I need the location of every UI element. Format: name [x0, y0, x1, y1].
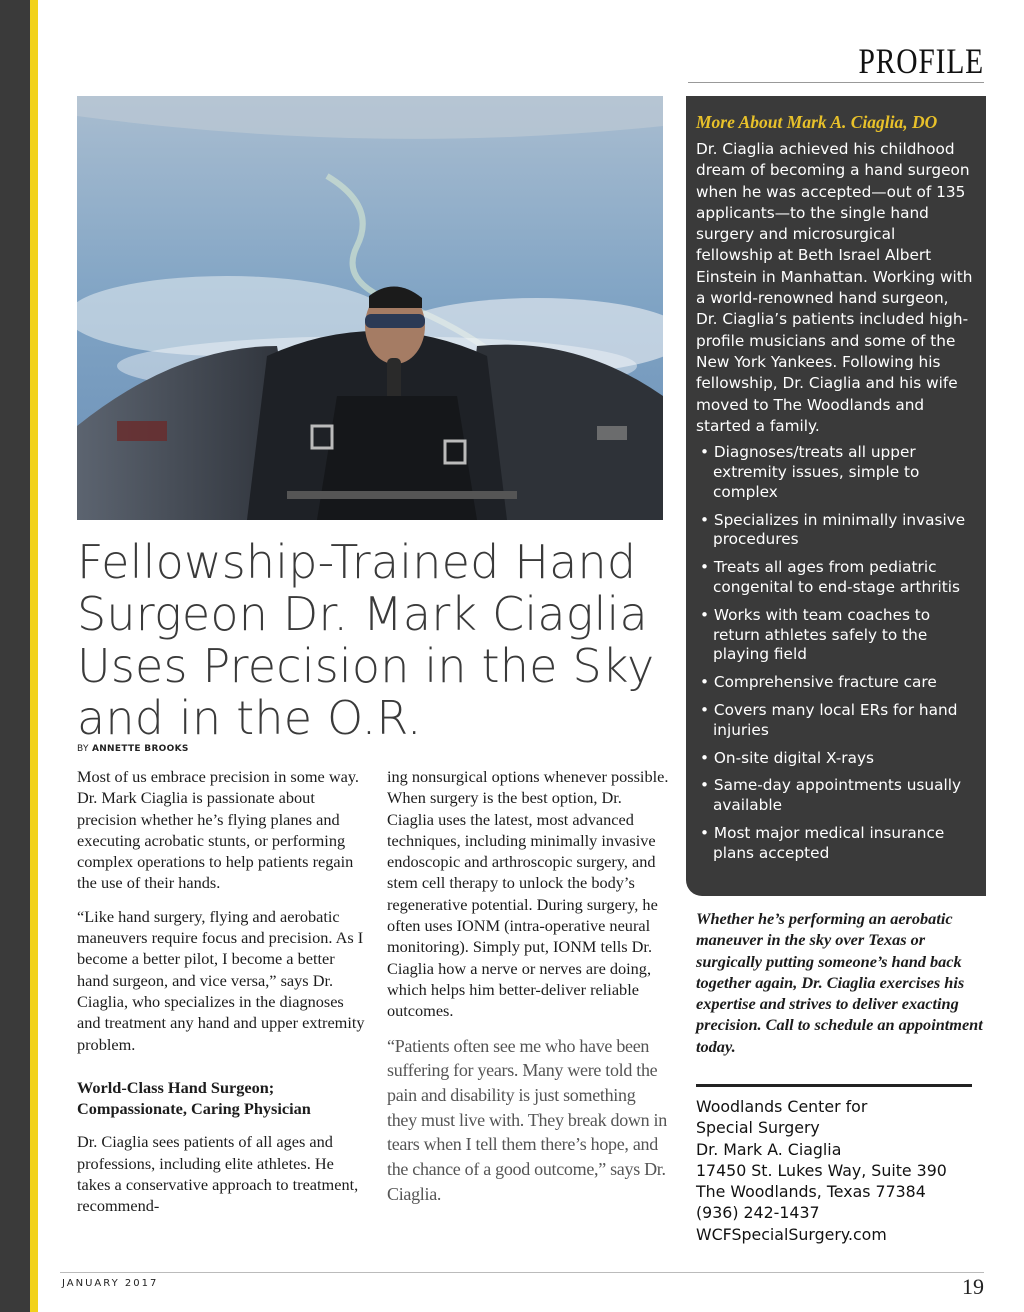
section-rule: [688, 82, 984, 83]
practice-name-line-2: Special Surgery: [696, 1118, 820, 1138]
page-spine-yellow: [30, 0, 38, 1312]
sidebar-bullet: • Treats all ages from pediatric congenital to end-stage arthritis: [696, 558, 974, 598]
sidebar-bullet: • On-site digital X-rays: [696, 749, 974, 769]
cockpit-photo: [77, 96, 663, 520]
contact-block: [696, 1096, 986, 1245]
city-state-zip: The Woodlands, Texas 77384: [696, 1182, 926, 1202]
practice-name-line-1: Woodlands Center for: [696, 1097, 868, 1116]
callout-rule: [696, 1084, 972, 1087]
doctor-name: Dr. Mark A. Ciaglia: [696, 1139, 842, 1159]
sidebar-bullet: • Most major medical insurance plans accepted: [696, 824, 974, 864]
article-paragraph: Most of us embrace precision in some way. Dr. Mark Ciaglia is passionate about precision whether he’s flying planes and executing acrobatic stunts, or performing complex operations to help patients regain the use of their hands.: [77, 767, 359, 893]
sidebar-bullet: • Covers many local ERs for hand injuries: [696, 701, 974, 741]
sidebar-bullet: • Diagnoses/treats all upper extremity issues, simple to complex: [696, 443, 974, 502]
byline-prefix: BY: [77, 744, 89, 754]
sidebar-body: Dr. Ciaglia achieved his childhood dream of becoming a hand surgeon when he was accepted—out of 135 applicants—to the single hand surgery and microsurgical fellowship at Beth Israel Albert Einstein in Manhattan. Working with a world-renowned hand surgeon, Dr. Ciaglia’s patients included high-profile musicians and some of the New York Yankees. Following his fellowship, Dr. Ciaglia and his wife moved to The Woodlands and started a family.: [696, 140, 973, 435]
cockpit-photo-illustration: [77, 96, 663, 520]
phone-number: (936) 242-1437: [696, 1203, 820, 1223]
sidebar-bullet-list: [696, 443, 974, 863]
page-spine-dark: [0, 0, 30, 1312]
article-paragraph: “Like hand surgery, flying and aerobatic maneuvers require focus and precision. As I become a better pilot, I become a better hand surgeon, and vice versa,” says Dr. Ciaglia, who specializes in the diagnoses and treatment any hand and upper extremity problem.: [77, 906, 365, 1054]
sidebar-title: More About Mark A. Ciaglia, DO: [696, 112, 938, 132]
article-column-1: [77, 766, 367, 1229]
website-link[interactable]: WCFSpecialSurgery.com: [696, 1224, 887, 1244]
article-paragraph: Dr. Ciaglia sees patients of all ages and professions, including elite athletes. He takes a conservative approach to treatment, recommend-: [77, 1132, 359, 1216]
byline: [77, 744, 189, 754]
article-paragraph: ing nonsurgical options whenever possible. When surgery is the best option, Dr. Ciaglia uses the latest, most advanced techniques, including minimally invasive endoscopic and arthroscopic surgery, and stem cell therapy to unlock the body’s regenerative potential. During surgery, he often uses IONM (intra-operative neural monitoring). Simply put, IONM tells Dr. Ciaglia how a nerve or nerves are doing, which helps him better-deliver reliable outcomes.: [387, 767, 669, 1021]
pull-quote: “Patients often see me who have been suffering for years. Many were told the pain and disability is just something they must live with. They break down in tears when I tell them there’s hope, and the chance of a good outcome,” says Dr. Ciaglia.: [387, 1035, 667, 1204]
footer-date: JANUARY 2017: [62, 1278, 159, 1289]
sidebar-bullet: • Same-day appointments usually available: [696, 776, 974, 816]
article-subhead: World-Class Hand Surgeon; Compassionate, Caring Physician: [77, 1077, 311, 1119]
footer-rule: [60, 1272, 984, 1273]
article-column-2: [387, 766, 669, 1206]
section-label: PROFILE: [858, 41, 984, 81]
byline-author: ANNETTE BROOKS: [91, 744, 189, 754]
info-sidebar: [686, 96, 986, 896]
sidebar-bullet: • Specializes in minimally invasive procedures: [696, 511, 974, 551]
page-number: 19: [962, 1274, 984, 1299]
headline: Fellowship-Trained Hand Surgeon Dr. Mark Ciaglia Uses Precision in the Sky and in the O.R.: [77, 535, 655, 745]
sidebar-bullet: • Comprehensive fracture care: [696, 673, 974, 693]
sidebar-bullet: • Works with team coaches to return athletes safely to the playing field: [696, 606, 974, 665]
callout-text: Whether he’s performing an aerobatic maneuver in the sky over Texas or surgically putting someone’s hand back together again, Dr. Ciaglia exercises his expertise and strives to deliver exacting precision. Call to schedule an appointment today.: [696, 909, 983, 1056]
street-address: 17450 St. Lukes Way, Suite 390: [696, 1160, 947, 1180]
